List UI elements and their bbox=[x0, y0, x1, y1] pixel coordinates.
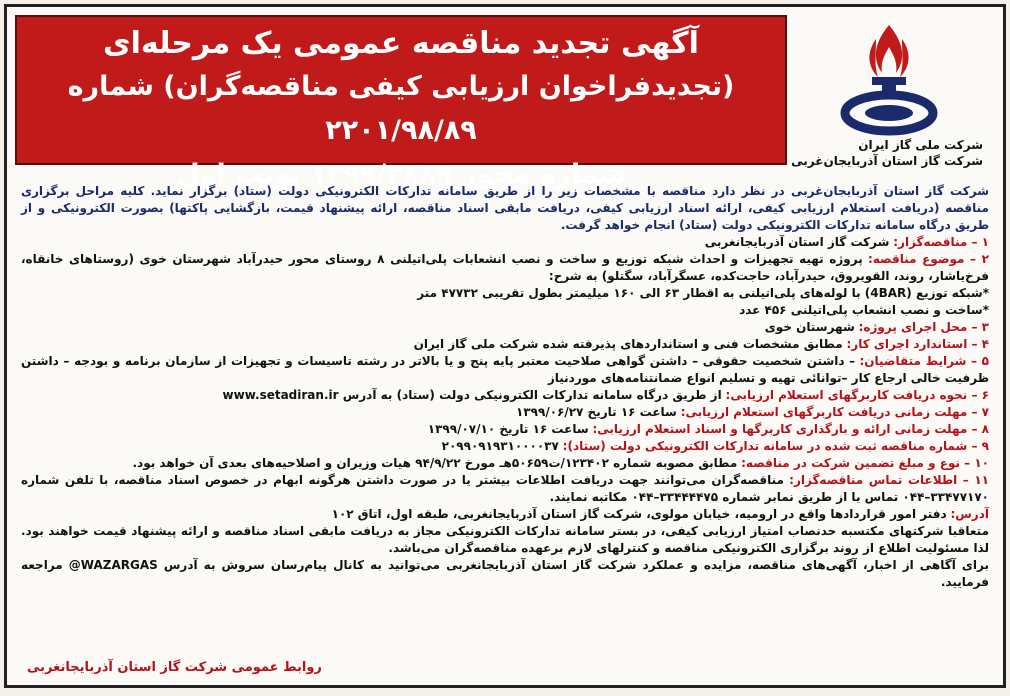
closing-paragraph-2: برای آگاهی از اخبار، آگهی‌های مناقصه، مزایده و عملکرد شرکت گاز استان آذربایجانغربی می‌توانید به کانال پیام‌رسان سروش به آدرس WAZARGAS@ مراجعه فرمایید. bbox=[21, 558, 990, 589]
item-text: ساعت ۱۶ تاریخ ۱۳۹۹/۰۷/۱۰ bbox=[427, 422, 589, 436]
item-label: ۱ – مناقصه‌گزار: bbox=[893, 235, 989, 249]
company-name-national: شرکت ملی گاز ایران bbox=[858, 138, 983, 152]
item-text: مناقصه‌گران می‌توانند جهت دریافت اطلاعات بیشتر یا در صورت داشتن هرگونه ابهام در خصوص اسناد مناقصه، با تلفن شماره ۳۳۴۷۷۱۷۰–۰۴۴ تماس یا از طریق نمابر شماره ۳۳۴۴۴۴۷۵–۰۴۴ مکاتبه نمایند. bbox=[21, 473, 989, 504]
title-banner bbox=[15, 15, 787, 190]
item-label: ۹ – شماره مناقصه ثبت شده در سامانه تدارکات الکترونیکی دولت (ستاد): bbox=[562, 439, 989, 453]
list-item bbox=[21, 404, 989, 421]
list-item bbox=[21, 336, 989, 353]
item-text: پروژه تهیه تجهیزات و احداث شبکه توزیع و ساخت و نصب انشعابات پلی‌اتیلنی ۸ روستای محور حیدرآباد شهرستان خوی (روستاهای خانقاه، فرخ‌یاشار، روند، القویروق، حیدرآباد، حاجت‌کده، عسگرآباد، سگتلو) به شرح: bbox=[21, 252, 989, 283]
item-label: ۶ – نحوه دریافت کاربرگهای استعلام ارزیابی: bbox=[725, 388, 989, 402]
header bbox=[15, 15, 995, 190]
item-label: ۲ – موضوع مناقصه: bbox=[867, 252, 989, 266]
item-text: *ساخت و نصب انشعاب پلی‌اتیلنی ۴۵۶ عدد bbox=[739, 303, 989, 317]
list-item bbox=[21, 319, 989, 336]
nigc-flame-logo-icon bbox=[834, 19, 944, 137]
item-label: ۱۱ – اطلاعات تماس مناقصه‌گزار: bbox=[789, 473, 990, 487]
item-text: *شبکه توزیع (4BAR) با لوله‌های پلی‌اتیلنی به اقطار ۶۳ الی ۱۶۰ میلیمتر بطول تقریبی ۴۷۷۳۲ متر bbox=[417, 286, 989, 300]
item-text: – داشتن شخصیت حقوقی – داشتن گواهی صلاحیت معتبر پایه پنج و یا بالاتر در رشته تاسیسات و تجهیزات از سازمان برنامه و بودجه – داشتن ظرفیت خالی ارجاع کار –توانائی تهیه و تسلیم انواع ضمانتنامه‌های موردنیاز bbox=[21, 354, 989, 385]
company-name-provincial: شرکت گاز استان آذربایجان‌غربی bbox=[791, 154, 983, 168]
title-line-2: (تجدیدفراخوان ارزیابی کیفی مناقصه‌گران) شماره ۲۲۰۱/۹۸/۸۹ bbox=[67, 71, 735, 146]
list-item bbox=[21, 472, 989, 506]
list-item bbox=[21, 438, 989, 455]
item-text: شرکت گاز استان آذربایجانغربی bbox=[704, 235, 890, 249]
item-text: ۲۰۹۹۰۹۱۹۳۱۰۰۰۰۳۷ bbox=[441, 439, 559, 453]
item-label: ۴ – استاندارد اجرای کار: bbox=[846, 337, 989, 351]
public-relations-signature: روابط عمومی شرکت گاز استان آذربایجانغربی bbox=[27, 660, 322, 675]
item-label: ۵ – شرایط متقاضیان: bbox=[859, 354, 989, 368]
item-text: مطابق مصوبه شماره ۱۲۳۴۰۲/ت۵۰۶۵۹هـ مورخ ۹۴/۹/۲۲ هیات وزیران و اصلاحیه‌های بعدی آن خواهد بود. bbox=[132, 456, 738, 470]
company-logo bbox=[783, 15, 995, 180]
list-item bbox=[21, 302, 989, 319]
item-text: از طریق درگاه سامانه تدارکات الکترونیکی دولت (ستاد) به آدرس www.setadiran.ir bbox=[222, 388, 722, 402]
list-item bbox=[21, 353, 989, 387]
title-line-1: آگهی تجدید مناقصه عمومی یک مرحله‌ای bbox=[103, 26, 699, 61]
address-label: آدرس: bbox=[950, 507, 989, 521]
item-label: ۱۰ – نوع و مبلغ تضمین شرکت در مناقصه: bbox=[741, 456, 989, 470]
item-label: ۳ – محل اجرای پروژه: bbox=[858, 320, 989, 334]
list-item bbox=[21, 387, 989, 404]
item-text: مطابق مشخصات فنی و استانداردهای پذیرفته شده شرکت ملی گاز ایران bbox=[413, 337, 843, 351]
intro-paragraph: شرکت گاز استان آذربایجان‌غربی در نظر دارد مناقصه با مشخصات زیر را از طریق سامانه تدارکات الکترونیکی دولت (ستاد) برگزار نماید. کلیه مراحل برگزاری مناقصه (دریافت استعلام ارزیابی کیفی، ارائه اسناد ارزیابی کیفی، دریافت مابقی اسناد مناقصه، ارائه پیشنهاد قیمت، بازگشایی پاکتها) بصورت الکترونیکی و از طریق درگاه سامانه تدارکات الکترونیکی دولت (ستاد) انجام خواهد گرفت. bbox=[21, 184, 989, 232]
list-item bbox=[21, 251, 989, 285]
title-line-3: شماره مجوز ۱۳۹۹/۲۸۸۹ نوبت اول bbox=[176, 159, 626, 190]
item-text: ساعت ۱۶ تاریخ ۱۳۹۹/۰۶/۲۷ bbox=[516, 405, 677, 419]
tender-advertisement bbox=[4, 4, 1006, 688]
item-label: ۷ – مهلت زمانی دریافت کاربرگهای استعلام ارزیابی: bbox=[680, 405, 989, 419]
address-text: دفتر امور قراردادها واقع در ارومیه، خیابان مولوی، شرکت گاز استان آذربایجانغربی، طبقه اول، اتاق ۱۰۲ bbox=[331, 507, 947, 521]
item-label: ۸ – مهلت زمانی ارائه و بارگذاری کاربرگها و اسناد استعلام ارزیابی: bbox=[592, 422, 989, 436]
address bbox=[21, 506, 989, 523]
list-item bbox=[21, 285, 989, 302]
announcement-body bbox=[21, 183, 989, 591]
list-item bbox=[21, 421, 989, 438]
closing-paragraph-1: متعاقبا شرکتهای مکتسبه حدنصاب امتیاز ارزیابی کیفی، در بستر سامانه تدارکات الکترونیکی مجاز به دریافت مابقی اسناد مناقصه و ارائه پیشنهاد قیمت خواهند بود. لذا مسئولیت اطلاع از روند برگزاری الکترونیکی مناقصه و کنترلهای لازم برعهده مناقصه‌گران می‌باشد. bbox=[21, 524, 989, 555]
list-item bbox=[21, 234, 989, 251]
item-text: شهرستان خوی bbox=[764, 320, 855, 334]
list-item bbox=[21, 455, 989, 472]
